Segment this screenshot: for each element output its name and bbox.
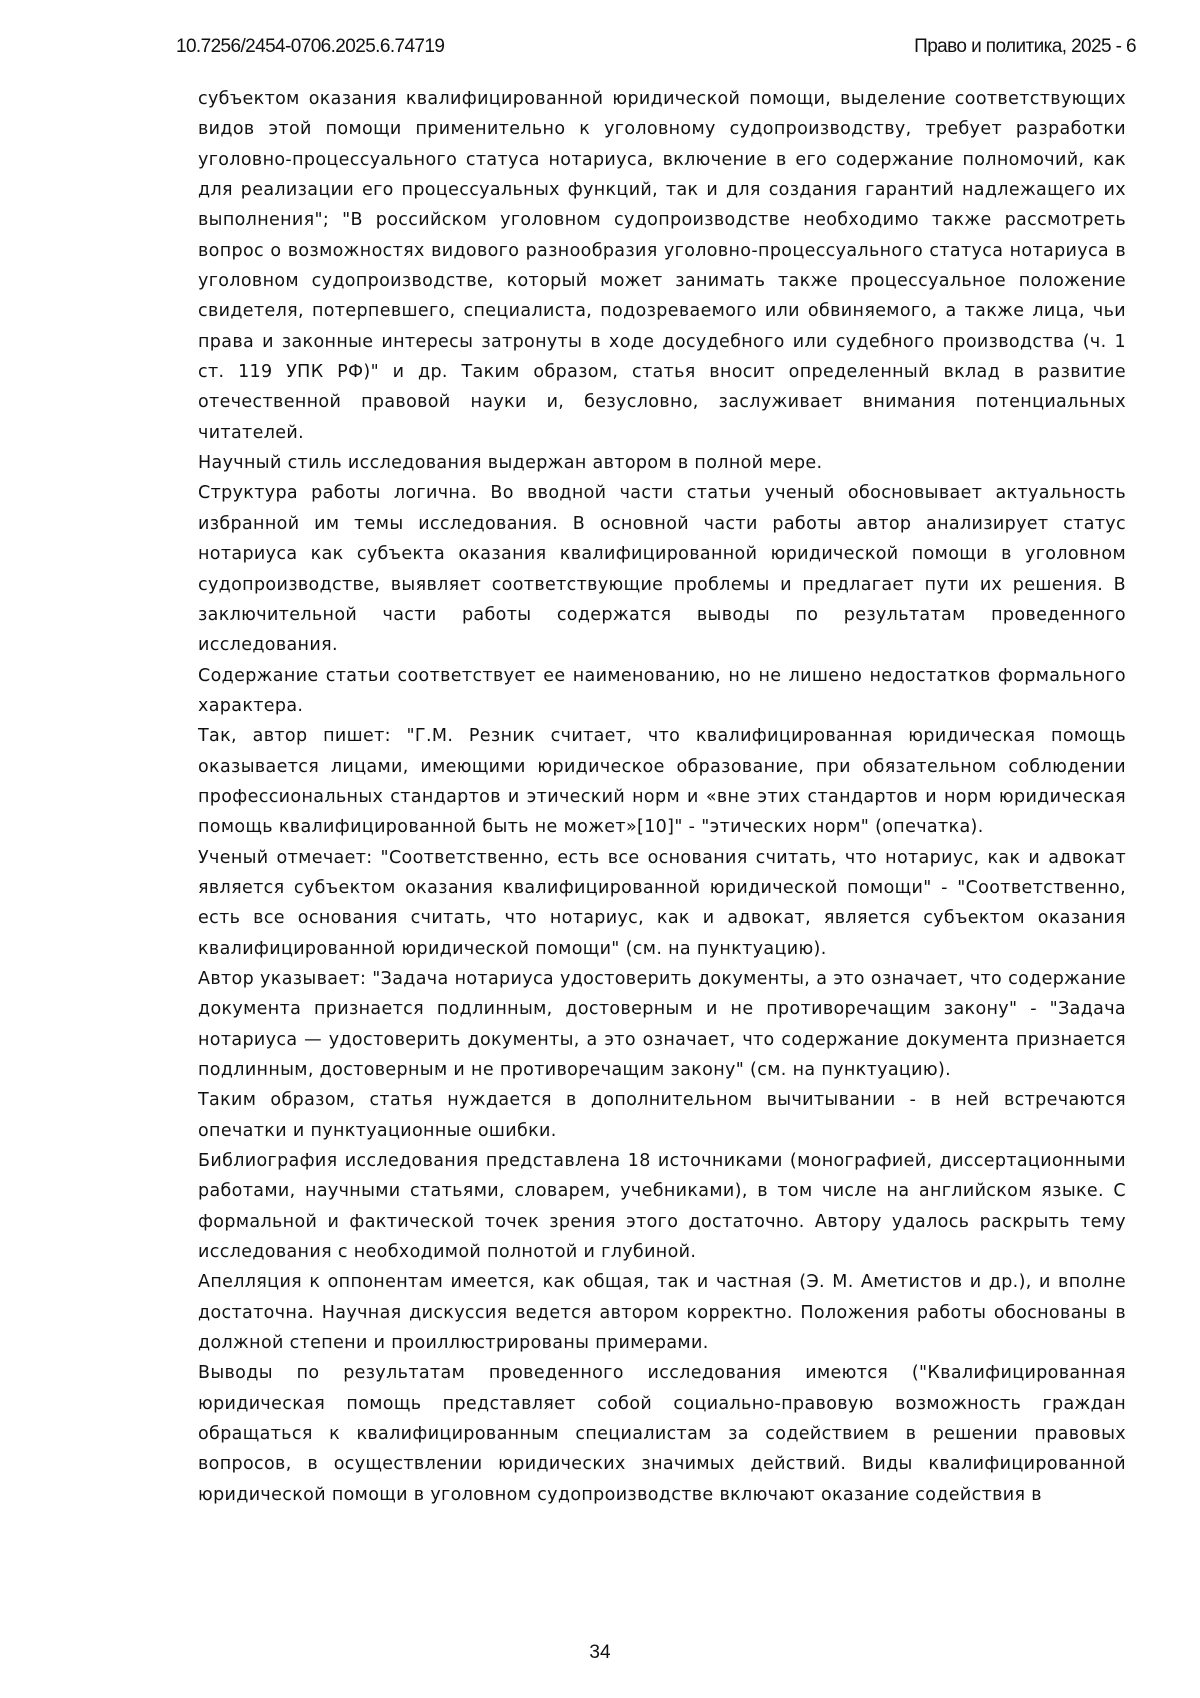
paragraph: Автор указывает: "Задача нотариуса удостоверить документы, а это означает, что содержание документа признается подлинным, достоверным и не противоречащим закону" - "Задача нотариуса — удостоверить документы, а это означает, что содержание документа признается подлинным, достоверным и не противоречащим закону" (см. на пунктуацию).	[198, 964, 1126, 1085]
paragraph: Ученый отмечает: "Соответственно, есть все основания считать, что нотариус, как и адвокат является субъектом оказания квалифицированной юридической помощи" - "Соответственно, есть все основания считать, что нотариус, как и адвокат, является субъектом оказания квалифицированной юридической помощи" (см. на пунктуацию).	[198, 843, 1126, 964]
paragraph: Так, автор пишет: "Г.М. Резник считает, что квалифицированная юридическая помощь оказывается лицами, имеющими юридическое образование, при обязательном соблюдении профессиональных стандартов и этический норм и «вне этих стандартов и норм юридическая помощь квалифицированной быть не может»[10]" - "этических норм" (опечатка).	[198, 721, 1126, 842]
paragraph: Апелляция к оппонентам имеется, как общая, так и частная (Э. М. Аметистов и др.), и вполне достаточна. Научная дискуссия ведется автором корректно. Положения работы обоснованы в должной степени и проиллюстрированы примерами.	[198, 1267, 1126, 1358]
doi-header: 10.7256/2454-0706.2025.6.74719	[176, 36, 444, 58]
paragraph: Научный стиль исследования выдержан автором в полной мере.	[198, 448, 1126, 478]
paragraph: Структура работы логична. Во вводной части статьи ученый обосновывает актуальность избранной им темы исследования. В основной части работы автор анализирует статус нотариуса как субъекта оказания квалифицированной юридической помощи в уголовном судопроизводстве, выявляет соответствующие проблемы и предлагает пути их решения. В заключительной части работы содержатся выводы по результатам проведенного исследования.	[198, 478, 1126, 660]
article-body	[198, 84, 1126, 1510]
paragraph: Выводы по результатам проведенного исследования имеются ("Квалифицированная юридическая помощь представляет собой социально-правовую возможность граждан обращаться к квалифицированным специалистам за содействием в решении правовых вопросов, в осуществлении юридических значимых действий. Виды квалифицированной юридической помощи в уголовном судопроизводстве включают оказание содействия в	[198, 1358, 1126, 1510]
journal-header: Право и политика, 2025 - 6	[914, 36, 1136, 58]
paragraph: Таким образом, статья нуждается в дополнительном вычитывании - в ней встречаются опечатки и пунктуационные ошибки.	[198, 1085, 1126, 1146]
paragraph: субъектом оказания квалифицированной юридической помощи, выделение соответствующих видов этой помощи применительно к уголовному судопроизводству, требует разработки уголовно-процессуального статуса нотариуса, включение в его содержание полномочий, как для реализации его процессуальных функций, так и для создания гарантий надлежащего их выполнения"; "В российском уголовном судопроизводстве необходимо также рассмотреть вопрос о возможностях видового разнообразия уголовно-процессуального статуса нотариуса в уголовном судопроизводстве, который может занимать также процессуальное положение свидетеля, потерпевшего, специалиста, подозреваемого или обвиняемого, а также лица, чьи права и законные интересы затронуты в ходе досудебного или судебного производства (ч. 1 ст. 119 УПК РФ)" и др. Таким образом, статья вносит определенный вклад в развитие отечественной правовой науки и, безусловно, заслуживает внимания потенциальных читателей.	[198, 84, 1126, 448]
paragraph: Содержание статьи соответствует ее наименованию, но не лишено недостатков формального характера.	[198, 661, 1126, 722]
paragraph: Библиография исследования представлена 18 источниками (монографией, диссертационными работами, научными статьями, словарем, учебниками), в том числе на английском языке. С формальной и фактической точек зрения этого достаточно. Автору удалось раскрыть тему исследования с необходимой полнотой и глубиной.	[198, 1146, 1126, 1267]
page-number: 34	[0, 1642, 1200, 1664]
